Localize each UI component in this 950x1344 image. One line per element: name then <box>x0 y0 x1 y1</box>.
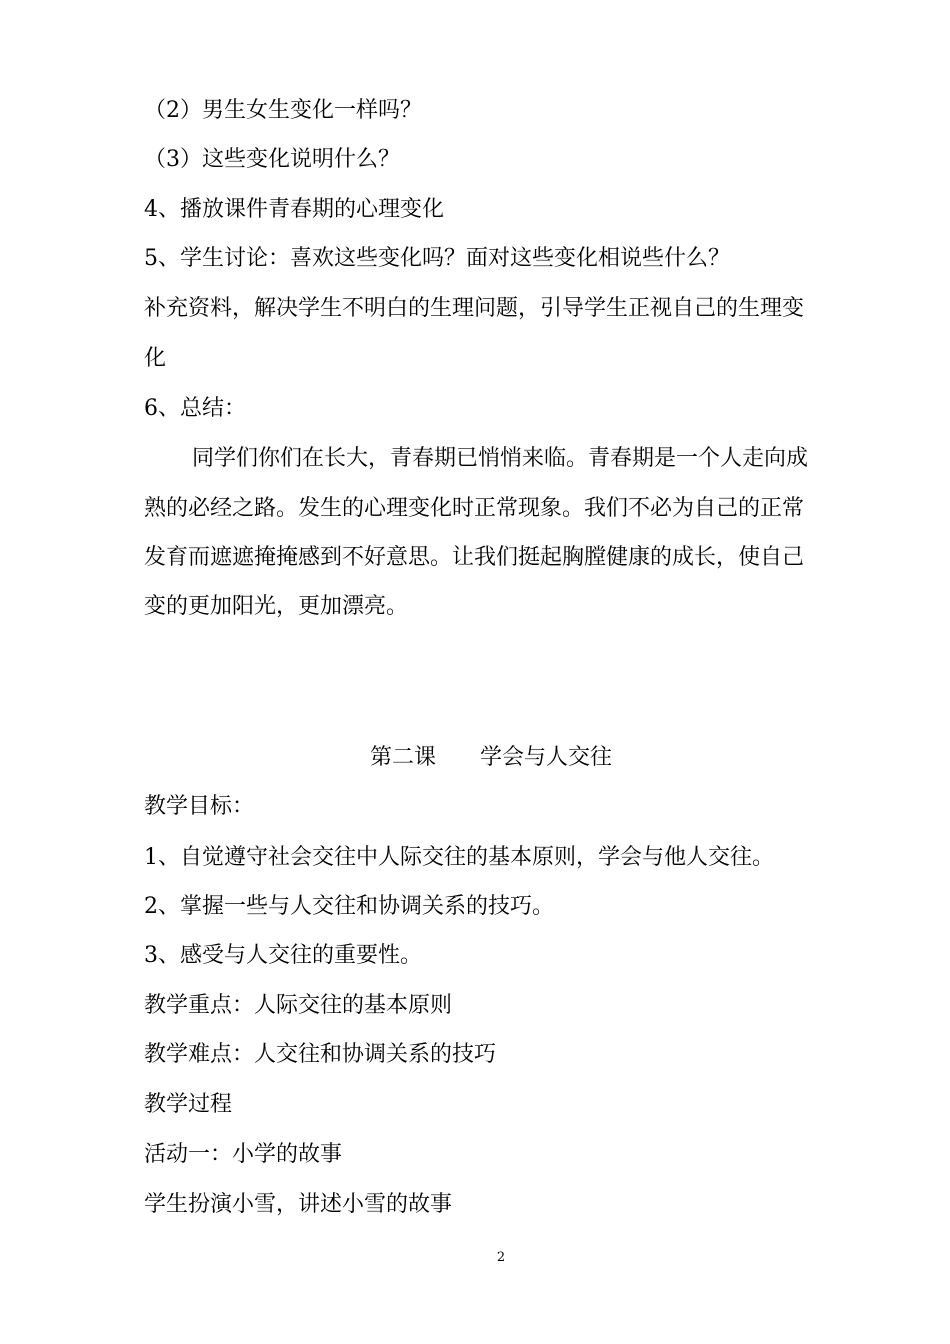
goal-2: 2、掌握一些与人交往和协调关系的技巧。 <box>144 894 554 919</box>
goal-3: 3、感受与人交往的重要性。 <box>144 943 422 968</box>
question-3: （3）这些变化说明什么？ <box>144 147 400 172</box>
summary-line-4: 变的更加阳光，更加漂亮。 <box>144 594 409 619</box>
step-5: 5、学生讨论：喜欢这些变化吗？面对这些变化相说些什么？ <box>144 246 730 271</box>
key-point: 教学重点：人际交往的基本原则 <box>144 993 453 1018</box>
process-heading: 教学过程 <box>144 1092 233 1117</box>
goals-heading: 教学目标： <box>144 794 255 819</box>
step-4: 4、播放课件青春期的心理变化 <box>144 197 444 222</box>
step-6: 6、总结： <box>144 396 246 421</box>
activity-1: 活动一：小学的故事 <box>144 1142 343 1167</box>
goal-1: 1、自觉遵守社会交往中人际交往的基本原则，学会与他人交往。 <box>144 845 774 870</box>
activity-1-description: 学生扮演小雪，讲述小雪的故事 <box>144 1192 453 1217</box>
summary-line-2: 熟的必经之路。发生的心理变化时正常现象。我们不必为自己的正常 <box>144 496 805 521</box>
question-2: （2）男生女生变化一样吗？ <box>144 98 422 123</box>
page-number: 2 <box>496 1250 506 1265</box>
supplement-line-1: 补充资料，解决学生不明白的生理问题，引导学生正视自己的生理变 <box>144 296 805 321</box>
supplement-line-2: 化 <box>144 346 167 371</box>
summary-line-1: 同学们你们在长大，青春期已悄悄来临。青春期是一个人走向成 <box>192 446 809 471</box>
difficulty: 教学难点：人交往和协调关系的技巧 <box>144 1042 497 1067</box>
lesson-title: 第二课 学会与人交往 <box>370 745 613 770</box>
summary-line-3: 发育而遮遮掩掩感到不好意思。让我们挺起胸膛健康的成长，使自己 <box>144 545 805 570</box>
